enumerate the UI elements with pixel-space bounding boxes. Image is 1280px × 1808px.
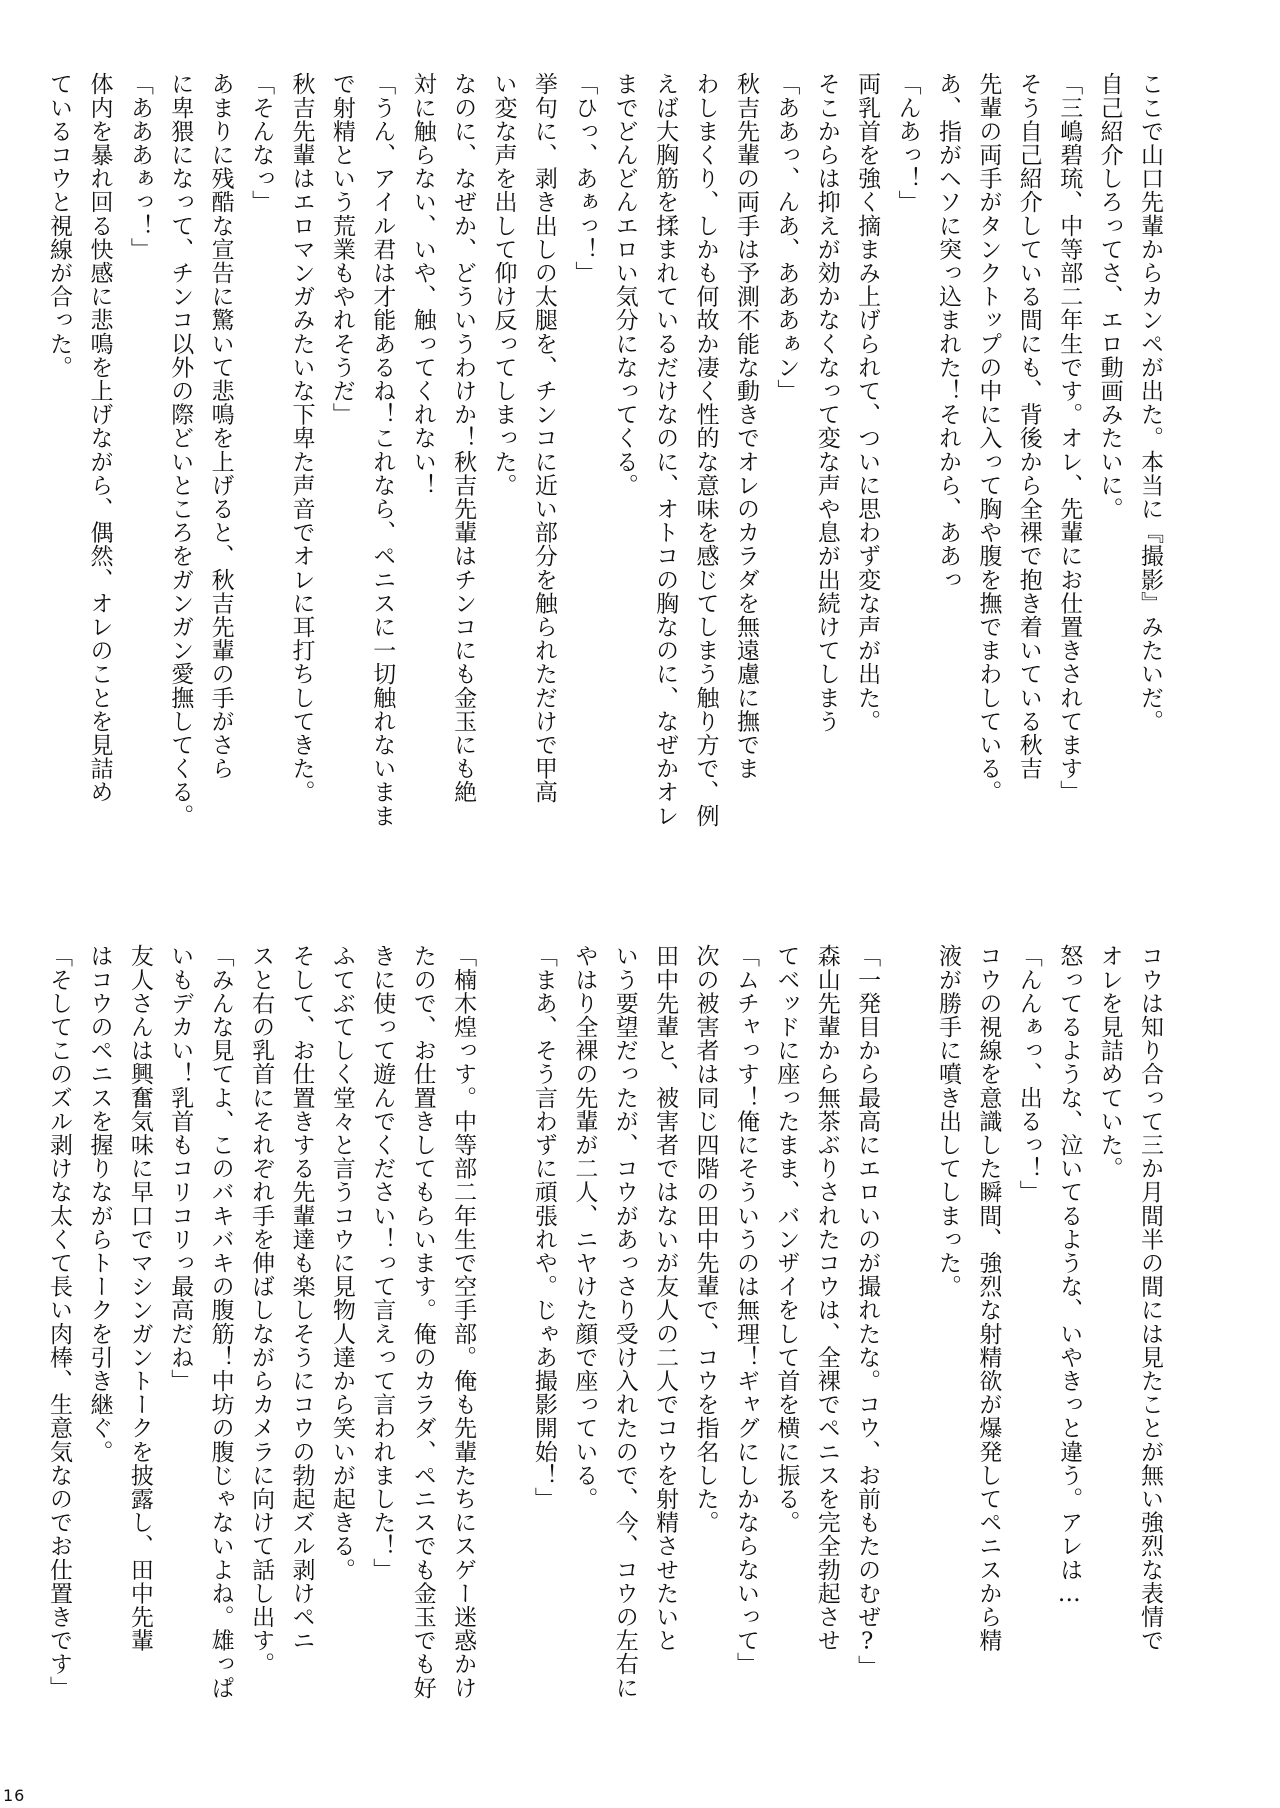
text-line: 「そしてこのズル剥けな太くて長い肉棒、生意気なのでお仕置きです」 xyxy=(46,944,73,1700)
text-line: たので、お仕置きしてもらいます。俺のカラダ、ペニスでも金玉でも好 xyxy=(409,944,436,1700)
text-line: ここで山口先輩からカンペが出た。本当に『撮影』みたいだ。 xyxy=(1137,72,1163,733)
text-line: 体内を暴れ回る快感に悲鳴を上げながら、偶然、オレのことを見詰め xyxy=(86,72,113,804)
text-line: 怒ってるような、泣いてるような、いやきっと違う。アレは… xyxy=(1056,944,1083,1608)
text-line: 「そんなっ」 xyxy=(248,72,275,214)
text-line: 「んんぁっ、出るっ！」 xyxy=(1015,944,1042,1204)
text-line: 自己紹介しろってさ、エロ動画みたいに。 xyxy=(1096,72,1123,521)
text-line: いもデカい！乳首もコリコリっ最高だね」 xyxy=(167,944,194,1393)
page-number: 16 xyxy=(3,1786,26,1805)
lower-text-block xyxy=(46,944,1170,1704)
text-line: で射精という荒業もやれそうだ」 xyxy=(328,72,355,426)
text-line: そう自己紹介している間にも、背後から全裸で抱き着いている秋吉 xyxy=(1015,72,1042,780)
text-line: 「ああっ、んあ、あああぁン」 xyxy=(773,72,800,403)
text-line: 秋吉先輩はエロマンガみたいな下卑た声音でオレに耳打ちしてきた。 xyxy=(288,72,315,804)
text-line: 両乳首を強く摘まみ上げられて、ついに思わず変な声が出た。 xyxy=(854,72,881,733)
text-line: あまりに残酷な宣告に驚いて悲鳴を上げると、秋吉先輩の手がさら xyxy=(207,72,234,780)
text-line: やはり全裸の先輩が二人、ニヤけた顔で座っている。 xyxy=(571,944,598,1511)
blank-line xyxy=(887,944,927,1704)
text-line: 「うん、アイル君は才能あるね！これなら、ペニスに一切触れないまま xyxy=(369,72,396,828)
text-line: ているコウと視線が合った。 xyxy=(46,72,73,379)
text-line: えば大胸筋を揉まれているだけなのに、オトコの胸なのに、なぜかオレ xyxy=(652,72,679,828)
blank-line xyxy=(483,944,523,1704)
text-line: コウの視線を意識した瞬間、強烈な射精欲が爆発してペニスから精 xyxy=(975,944,1002,1652)
text-line: に卑猥になって、チンコ以外の際どいところをガンガン愛撫してくる。 xyxy=(167,72,194,828)
text-line: そして、お仕置きする先輩達も楽しそうにコウの勃起ズル剥けペニ xyxy=(288,944,315,1652)
text-line: 「まあ、そう言わずに頑張れや。じゃあ撮影開始！」 xyxy=(530,944,557,1511)
text-line: オレを見詰めていた。 xyxy=(1096,944,1123,1180)
text-line: 「ムチャっす！俺にそういうのは無理！ギャグにしかならないって」 xyxy=(732,944,759,1676)
text-line: 「楠木煌っす。中等部二年生で空手部。俺も先輩たちにスゲー迷惑かけ xyxy=(450,944,477,1700)
text-line: コウは知り合って三か月間半の間には見たことが無い強烈な表情で xyxy=(1137,944,1163,1652)
text-line: 先輩の両手がタンクトップの中に入って胸や腹を撫でまわしている。 xyxy=(975,72,1002,804)
text-line: 森山先輩から無茶ぶりされたコウは、全裸でペニスを完全勃起させ xyxy=(813,944,840,1652)
text-line: 「みんな見てよ、このバキバキの腹筋！中坊の腹じゃないよね。雄っぱ xyxy=(207,944,234,1700)
text-line: 「一発目から最高にエロいのが撮れたな。コウ、お前もたのむぜ?」 xyxy=(854,944,881,1679)
text-line: 「んあっ！」 xyxy=(894,72,921,214)
text-line: ふてぶてしく堂々と言うコウに見物人達から笑いが起きる。 xyxy=(328,944,355,1582)
text-line: てベッドに座ったまま、バンザイをして首を横に振る。 xyxy=(773,944,800,1534)
text-line: 「あああぁっ！」 xyxy=(126,72,153,261)
text-line: はコウのペニスを握りながらトークを引き継ぐ。 xyxy=(86,944,113,1464)
text-line: までどんどんエロい気分になってくる。 xyxy=(611,72,638,497)
text-line: 対に触らない、いや、触ってくれない！ xyxy=(409,72,436,497)
text-line: そこからは抑えが効かなくなって変な声や息が出続けてしまう xyxy=(813,72,840,733)
text-line: なのに、なぜか、どういうわけか！秋吉先輩はチンコにも金玉にも絶 xyxy=(450,72,477,804)
text-line: 液が勝手に噴き出してしまった。 xyxy=(934,944,961,1298)
text-line: 挙句に、剥き出しの太腿を、チンコに近い部分を触られただけで甲高 xyxy=(530,72,557,804)
text-line: わしまくり、しかも何故か凄く性的な意味を感じてしまう触り方で、例 xyxy=(692,72,719,828)
text-line: い変な声を出して仰け反ってしまった。 xyxy=(490,72,517,497)
text-line: あ、指がヘソに突っ込まれた！それから、ああっ xyxy=(934,72,961,592)
text-line: 「三嶋碧琉、中等部二年生です。オレ、先輩にお仕置きされてます」 xyxy=(1056,72,1083,804)
text-line: 田中先輩と、被害者ではないが友人の二人でコウを射精させたいと xyxy=(652,944,679,1652)
text-line: 友人さんは興奮気味に早口でマシンガントークを披露し、田中先輩 xyxy=(126,944,153,1652)
text-line: 次の被害者は同じ四階の田中先輩で、コウを指名した。 xyxy=(692,944,719,1534)
text-line: いう要望だったが、コウがあっさり受け入れたので、今、コウの左右に xyxy=(611,944,638,1700)
text-line: 「ひっ、あぁっ！」 xyxy=(571,72,598,285)
text-line: 秋吉先輩の両手は予測不能な動きでオレのカラダを無遠慮に撫でま xyxy=(732,72,759,780)
upper-text-block xyxy=(46,72,1170,832)
text-line: きに使って遊んでください！って言えって言われました！」 xyxy=(369,944,396,1582)
text-line: スと右の乳首にそれぞれ手を伸ばしながらカメラに向けて話し出す。 xyxy=(248,944,275,1676)
